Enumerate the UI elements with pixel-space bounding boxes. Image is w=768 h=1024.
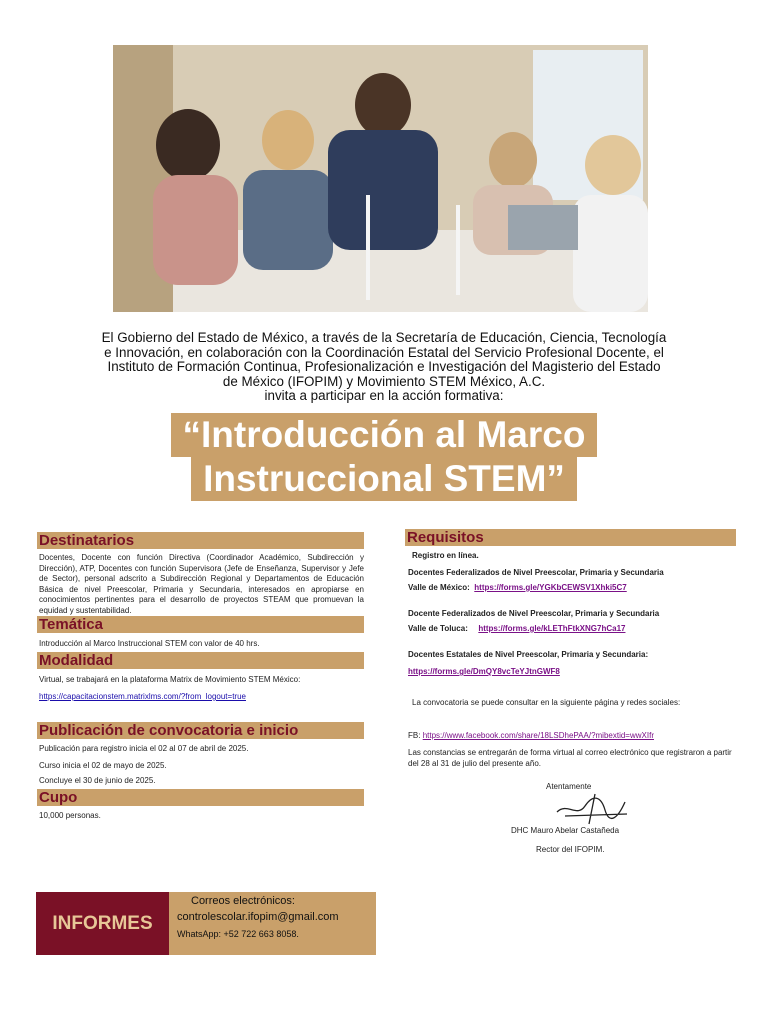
intro-line: Instituto de Formación Continua, Profesionalización e Investigación del Magisterio del Estado xyxy=(107,359,661,375)
intro-paragraph xyxy=(40,331,728,404)
modalidad-text: Virtual, se trabajará en la plataforma Matrix de Movimiento STEM México: xyxy=(39,675,301,684)
valle-toluca-label: Docente Federalizados de Nivel Preescolar, Primaria y Secundaria xyxy=(408,609,660,618)
estatales-label: Docentes Estatales de Nivel Preescolar, Primaria y Secundaria: xyxy=(408,650,649,659)
estatales-form-link[interactable]: https://forms.gle/DmQY8vcTeYJtnGWF8 xyxy=(408,667,560,676)
section-publicacion-heading: Publicación de convocatoria e inicio xyxy=(37,722,364,739)
section-tematica-heading: Temática xyxy=(37,616,364,633)
signature-image xyxy=(555,792,633,826)
title-line-1: “Introducción al Marco xyxy=(171,413,598,457)
constancias-text: Las constancias se entregarán de forma virtual al correo electrónico que registraron a partir del 28 al 31 de julio del presente año. xyxy=(408,748,732,768)
section-destinatarios-heading: Destinatarios xyxy=(37,532,364,549)
title-line-2: Instruccional STEM” xyxy=(191,457,577,501)
contact-email[interactable]: controlescolar.ifopim@gmail.com xyxy=(177,911,339,923)
modalidad-platform-link[interactable]: https://capacitacionstem.matrixlms.com/?from_logout=true xyxy=(39,692,246,701)
valle-toluca-prefix: Valle de Toluca: xyxy=(408,624,468,633)
valle-mexico-label: Docentes Federalizados de Nivel Preescolar, Primaria y Secundaria xyxy=(408,568,664,577)
intro-line: de México (IFOPIM) y Movimiento STEM México, A.C. xyxy=(222,373,546,389)
publicacion-inicio: Curso inicia el 02 de mayo de 2025. xyxy=(39,761,167,770)
correos-title: Correos electrónicos: xyxy=(191,895,295,907)
facebook-row xyxy=(408,731,738,742)
registro-en-linea: Registro en línea. xyxy=(412,551,479,560)
tematica-text: Introducción al Marco Instruccional STEM con valor de 40 hrs. xyxy=(39,639,260,648)
valle-mexico-form-link[interactable]: https://forms.gle/YGKbCEWSV1Xhki5C7 xyxy=(474,583,627,592)
destinatarios-text: Docentes, Docente con función Directiva (Coordinador Académico, Subdirección y Dirección), ATP, Docentes con función Supervisora (Jefe de Enseñanza, Supervisor y Jefe de Sector), personal adscrito a Subdirección Regional y Departamentos de Educación Básica de nivel Preescolar, Primaria y Secundaria, interesados en apropiarse en conocimientos pertinentes para el desarrollo de proyectos STEAM que promuevan la equidad y sustentabilidad. xyxy=(39,553,364,615)
section-cupo-heading: Cupo xyxy=(37,789,364,806)
convocatoria-text: La convocatoria se puede consultar en la siguiente página y redes sociales: xyxy=(412,698,681,707)
publicacion-conclusion: Concluye el 30 de junio de 2025. xyxy=(39,776,156,785)
course-title xyxy=(0,413,768,501)
valle-toluca-form-link[interactable]: https://forms.gle/kLEThFtkXNG7hCa17 xyxy=(478,624,626,633)
contact-whatsapp: WhatsApp: +52 722 663 8058. xyxy=(177,929,299,939)
publicacion-registro: Publicación para registro inicia el 02 al 07 de abril de 2025. xyxy=(39,744,249,753)
intro-line: El Gobierno del Estado de México, a través de la Secretaría de Educación, Ciencia, Tecnología xyxy=(101,330,667,345)
signatory-name: DHC Mauro Abelar Castañeda xyxy=(511,826,620,835)
facebook-link[interactable]: https://www.facebook.com/share/18LSDhePAA/?mibextid=wwXIfr xyxy=(422,731,654,740)
section-modalidad-heading: Modalidad xyxy=(37,652,364,669)
atentamente-text: Atentamente xyxy=(546,782,592,791)
informes-label: INFORMES xyxy=(36,892,169,955)
facebook-prefix: FB: xyxy=(408,731,421,740)
contact-box xyxy=(169,892,376,955)
intro-line: e Innovación, en colaboración con la Coordinación Estatal del Servicio Profesional Docente, el xyxy=(104,344,664,360)
valle-mexico-prefix: Valle de México: xyxy=(408,583,470,592)
cupo-text: 10,000 personas. xyxy=(39,811,101,820)
intro-line: invita a participar en la acción formativa: xyxy=(264,388,504,404)
valle-toluca-row xyxy=(408,618,738,636)
hero-photo xyxy=(113,45,648,312)
signatory-role: Rector del IFOPIM. xyxy=(536,845,605,854)
section-requisitos-heading: Requisitos xyxy=(405,529,736,546)
valle-mexico-row xyxy=(408,577,738,595)
